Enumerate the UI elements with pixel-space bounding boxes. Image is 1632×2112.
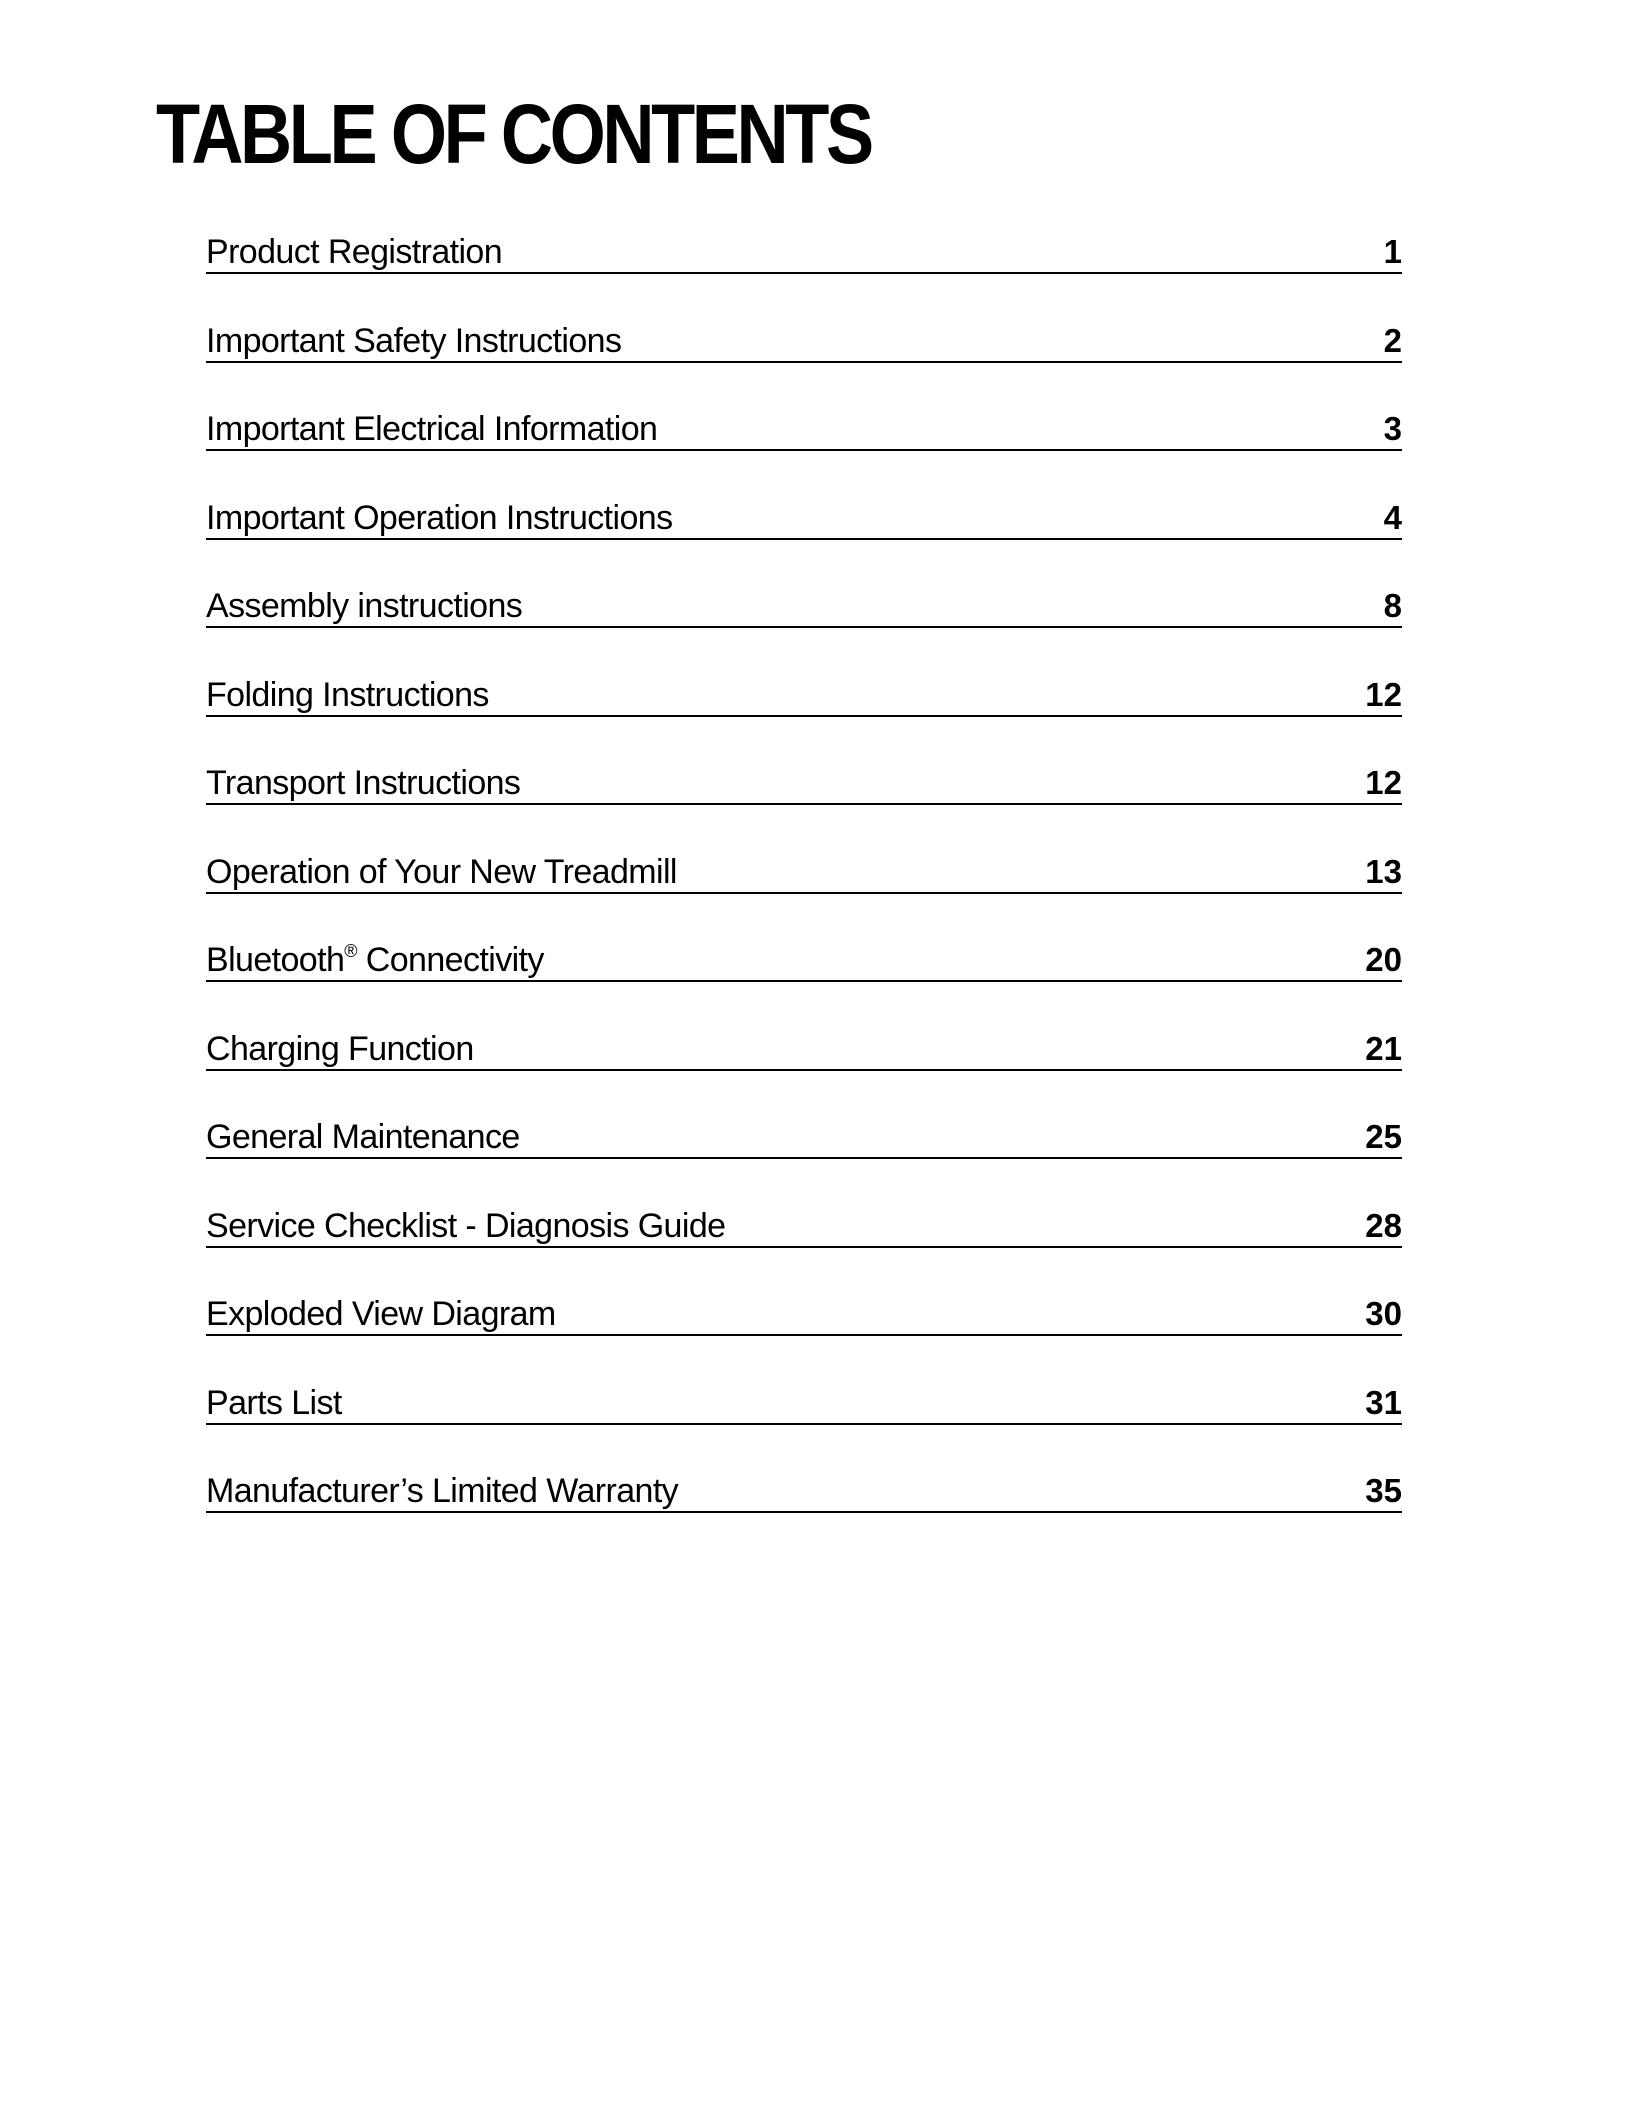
toc-entry-page-number: 13: [1365, 852, 1402, 890]
toc-entry-page-number: 20: [1365, 941, 1402, 978]
toc-entry-label: Folding Instructions: [206, 675, 489, 714]
toc-entry-label: Charging Function: [206, 1029, 474, 1068]
toc-entry-link-service-checklist[interactable]: [206, 1202, 1402, 1248]
toc-entry-page-number: 12: [1365, 764, 1402, 801]
toc-entry: [206, 1467, 1402, 1556]
toc-entry-page-number: 25: [1365, 1118, 1402, 1155]
registered-mark: ®: [344, 941, 357, 961]
toc-entry-label: Transport Instructions: [206, 764, 521, 802]
toc-entry: [206, 671, 1402, 760]
toc-entry-label: Operation of Your New Treadmill: [206, 852, 677, 891]
toc-entry-page-number: 35: [1365, 1472, 1402, 1509]
toc-entry: [206, 405, 1402, 494]
toc-entry-page-number: 31: [1365, 1383, 1402, 1421]
toc-entry: [206, 936, 1402, 1025]
toc-entry-label: General Maintenance: [206, 1118, 520, 1156]
toc-entry-link-limited-warranty[interactable]: [206, 1467, 1402, 1513]
toc-entry-page-number: 28: [1365, 1206, 1402, 1244]
toc-entry-page-number: 8: [1383, 587, 1402, 624]
toc-entry: [206, 1025, 1402, 1114]
toc-entry-link-operation-of-treadmill[interactable]: [206, 848, 1402, 894]
toc-entry-label: Product Registration: [206, 233, 503, 271]
toc-entry-label: Assembly instructions: [206, 587, 523, 625]
toc-entry: [206, 317, 1402, 406]
toc-entry-label: Manufacturer’s Limited Warranty: [206, 1472, 679, 1510]
toc-entry: [206, 759, 1402, 848]
toc-entry-link-transport-instructions[interactable]: [206, 759, 1402, 805]
toc-entry-label: Important Operation Instructions: [206, 498, 673, 537]
toc-entry-link-bluetooth-connectivity[interactable]: [206, 936, 1402, 982]
toc-entry-label: Parts List: [206, 1383, 342, 1422]
toc-entry-link-folding-instructions[interactable]: [206, 671, 1402, 717]
toc-entry-link-assembly-instructions[interactable]: [206, 582, 1402, 628]
toc-entry: [206, 1379, 1402, 1468]
toc-entry-page-number: 12: [1365, 675, 1402, 713]
toc-entry-link-operation-instructions[interactable]: [206, 494, 1402, 540]
toc-entry-link-charging-function[interactable]: [206, 1025, 1402, 1071]
toc-entry-page-number: 4: [1383, 498, 1402, 536]
toc-entry-page-number: 2: [1383, 321, 1402, 359]
toc-entry-page-number: 21: [1365, 1029, 1402, 1067]
toc-entry: [206, 1113, 1402, 1202]
toc-entry-label: Important Electrical Information: [206, 410, 658, 448]
toc-entry: [206, 848, 1402, 937]
toc-entry-link-general-maintenance[interactable]: [206, 1113, 1402, 1159]
toc-entry-page-number: 30: [1365, 1295, 1402, 1332]
toc-entry: [206, 1202, 1402, 1291]
toc-list: [206, 228, 1402, 1556]
toc-entry-label: Important Safety Instructions: [206, 321, 622, 360]
toc-entry-label: Service Checklist - Diagnosis Guide: [206, 1206, 726, 1245]
toc-entry: [206, 1290, 1402, 1379]
toc-entry-link-product-registration[interactable]: [206, 228, 1402, 274]
toc-entry-page-number: 1: [1383, 233, 1402, 270]
toc-entry: [206, 494, 1402, 583]
toc-entry-link-safety-instructions[interactable]: [206, 317, 1402, 363]
toc-entry-link-electrical-information[interactable]: [206, 405, 1402, 451]
toc-entry-label: [206, 940, 544, 980]
toc-entry-label-suffix: Connectivity: [356, 941, 544, 979]
toc-entry-link-parts-list[interactable]: [206, 1379, 1402, 1425]
toc-entry-page-number: 3: [1383, 410, 1402, 447]
toc-entry-label: Exploded View Diagram: [206, 1295, 556, 1333]
page-title: TABLE OF CONTENTS: [156, 87, 871, 181]
toc-entry-label-text: Bluetooth: [206, 941, 345, 979]
toc-entry: [206, 228, 1402, 317]
toc-entry-link-exploded-view-diagram[interactable]: [206, 1290, 1402, 1336]
toc-entry: [206, 582, 1402, 671]
